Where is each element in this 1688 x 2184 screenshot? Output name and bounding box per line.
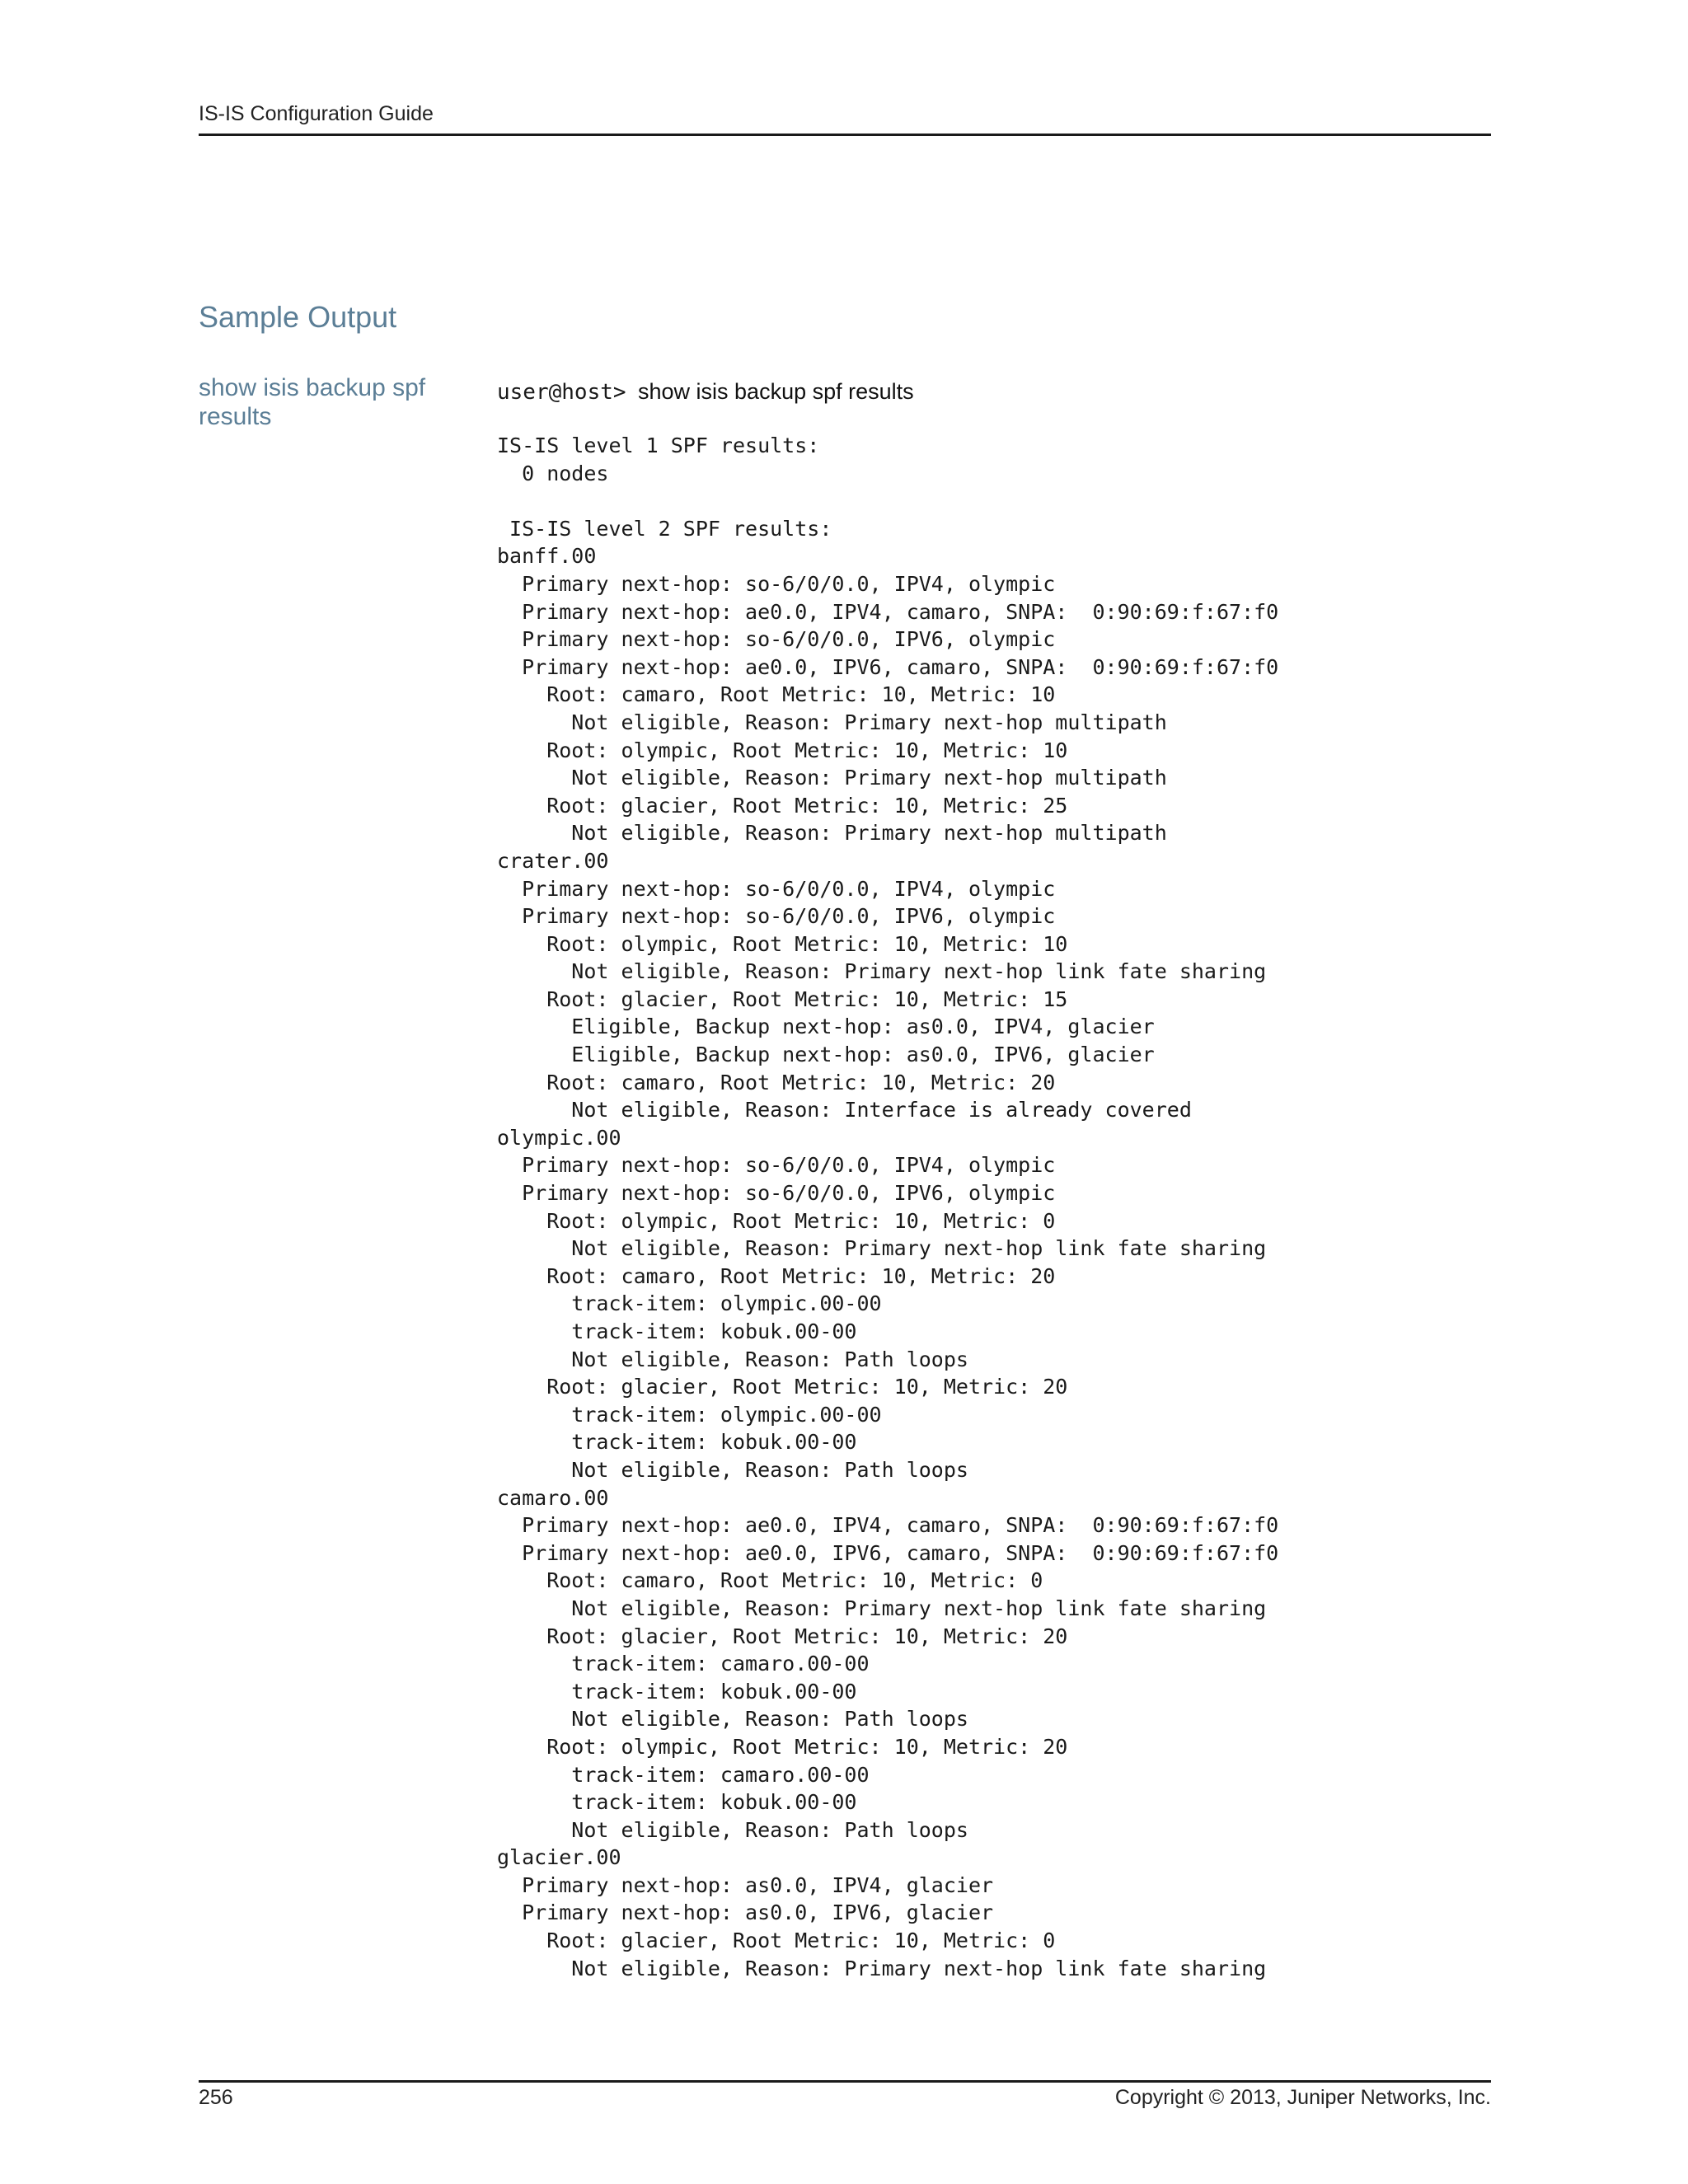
output-line: Root: camaro, Root Metric: 10, Metric: 20 xyxy=(497,1263,1056,1288)
page-number: 256 xyxy=(199,2086,233,2109)
output-line: 0 nodes xyxy=(497,461,609,485)
output-line: Root: olympic, Root Metric: 10, Metric: 0 xyxy=(497,1208,1056,1233)
output-line: Root: olympic, Root Metric: 10, Metric: 20 xyxy=(497,1734,1068,1759)
output-line: Not eligible, Reason: Path loops xyxy=(497,1707,968,1732)
output-line: Primary next-hop: ae0.0, IPV4, camaro, SNPA: 0:90:69:f:67:f0 xyxy=(497,599,1279,624)
output-line: track-item: camaro.00-00 xyxy=(497,1652,870,1676)
output-line: track-item: olympic.00-00 xyxy=(497,1402,882,1427)
output-line: Primary next-hop: as0.0, IPV6, glacier xyxy=(497,1900,994,1925)
output-line: track-item: olympic.00-00 xyxy=(497,1291,882,1316)
footer-rule xyxy=(199,2080,1491,2083)
output-line: Not eligible, Reason: Path loops xyxy=(497,1817,968,1842)
output-line: Primary next-hop: as0.0, IPV4, glacier xyxy=(497,1872,994,1897)
output-line: track-item: kobuk.00-00 xyxy=(497,1679,857,1704)
output-line: Primary next-hop: ae0.0, IPV4, camaro, SNPA: 0:90:69:f:67:f0 xyxy=(497,1513,1279,1538)
cli-output-block xyxy=(497,432,1278,1982)
output-line: Not eligible, Reason: Primary next-hop multipath xyxy=(497,766,1167,790)
output-line: Root: olympic, Root Metric: 10, Metric: 10 xyxy=(497,931,1068,956)
output-line: track-item: kobuk.00-00 xyxy=(497,1790,857,1815)
output-line: Not eligible, Reason: Primary next-hop link fate sharing xyxy=(497,959,1267,984)
output-line: Primary next-hop: ae0.0, IPV6, camaro, SNPA: 0:90:69:f:67:f0 xyxy=(497,654,1279,679)
output-line: olympic.00 xyxy=(497,1125,621,1150)
output-line: Root: glacier, Root Metric: 10, Metric: 15 xyxy=(497,987,1068,1011)
output-line: Root: olympic, Root Metric: 10, Metric: 10 xyxy=(497,738,1068,762)
command-line xyxy=(497,377,914,406)
output-line: Primary next-hop: so-6/0/0.0, IPV4, olympic xyxy=(497,1153,1056,1178)
output-line: Primary next-hop: so-6/0/0.0, IPV6, olympic xyxy=(497,627,1056,652)
output-line: Eligible, Backup next-hop: as0.0, IPV4, glacier xyxy=(497,1015,1155,1039)
output-line: crater.00 xyxy=(497,848,609,873)
output-line xyxy=(497,487,1278,515)
output-line: Primary next-hop: so-6/0/0.0, IPV6, olympic xyxy=(497,904,1056,929)
output-line: track-item: kobuk.00-00 xyxy=(497,1319,857,1343)
output-line: Primary next-hop: so-6/0/0.0, IPV6, olympic xyxy=(497,1181,1056,1206)
output-line: Eligible, Backup next-hop: as0.0, IPV6, glacier xyxy=(497,1043,1155,1067)
output-line: Root: camaro, Root Metric: 10, Metric: 10 xyxy=(497,682,1056,707)
output-line: Not eligible, Reason: Path loops xyxy=(497,1347,968,1371)
output-line: Primary next-hop: ae0.0, IPV6, camaro, SNPA: 0:90:69:f:67:f0 xyxy=(497,1540,1279,1565)
output-line: Root: glacier, Root Metric: 10, Metric: 20 xyxy=(497,1624,1068,1648)
output-line: Root: glacier, Root Metric: 10, Metric: 25 xyxy=(497,793,1068,818)
example-side-label: show isis backup spf results xyxy=(199,374,426,430)
command-prompt: user@host> xyxy=(497,380,626,405)
output-line: Primary next-hop: so-6/0/0.0, IPV4, olympic xyxy=(497,876,1056,901)
output-line: Not eligible, Reason: Interface is already covered xyxy=(497,1098,1192,1122)
output-line: glacier.00 xyxy=(497,1845,621,1870)
output-line: Root: camaro, Root Metric: 10, Metric: 0 xyxy=(497,1568,1043,1593)
output-line: Root: camaro, Root Metric: 10, Metric: 20 xyxy=(497,1070,1056,1094)
running-header-title: IS-IS Configuration Guide xyxy=(199,102,434,125)
header-rule xyxy=(199,134,1491,136)
command-text: show isis backup spf results xyxy=(638,379,914,404)
output-line: Not eligible, Reason: Primary next-hop multipath xyxy=(497,821,1167,846)
output-line: Root: glacier, Root Metric: 10, Metric: 0 xyxy=(497,1929,1056,1953)
output-line: Primary next-hop: so-6/0/0.0, IPV4, olympic xyxy=(497,571,1056,596)
output-line: track-item: kobuk.00-00 xyxy=(497,1430,857,1455)
section-heading: Sample Output xyxy=(199,300,397,334)
output-line: Not eligible, Reason: Primary next-hop multipath xyxy=(497,710,1167,734)
output-line: Not eligible, Reason: Primary next-hop link fate sharing xyxy=(497,1956,1267,1980)
output-line: Root: glacier, Root Metric: 10, Metric: 20 xyxy=(497,1375,1068,1399)
output-line: track-item: camaro.00-00 xyxy=(497,1762,870,1787)
output-line: Not eligible, Reason: Path loops xyxy=(497,1457,968,1482)
output-line: IS-IS level 2 SPF results: xyxy=(497,516,832,541)
output-line: camaro.00 xyxy=(497,1485,609,1510)
output-line: banff.00 xyxy=(497,544,597,569)
output-line: Not eligible, Reason: Primary next-hop link fate sharing xyxy=(497,1596,1267,1620)
output-line: Not eligible, Reason: Primary next-hop link fate sharing xyxy=(497,1236,1267,1261)
output-line: IS-IS level 1 SPF results: xyxy=(497,434,820,457)
copyright-notice: Copyright © 2013, Juniper Networks, Inc. xyxy=(1114,2086,1491,2109)
